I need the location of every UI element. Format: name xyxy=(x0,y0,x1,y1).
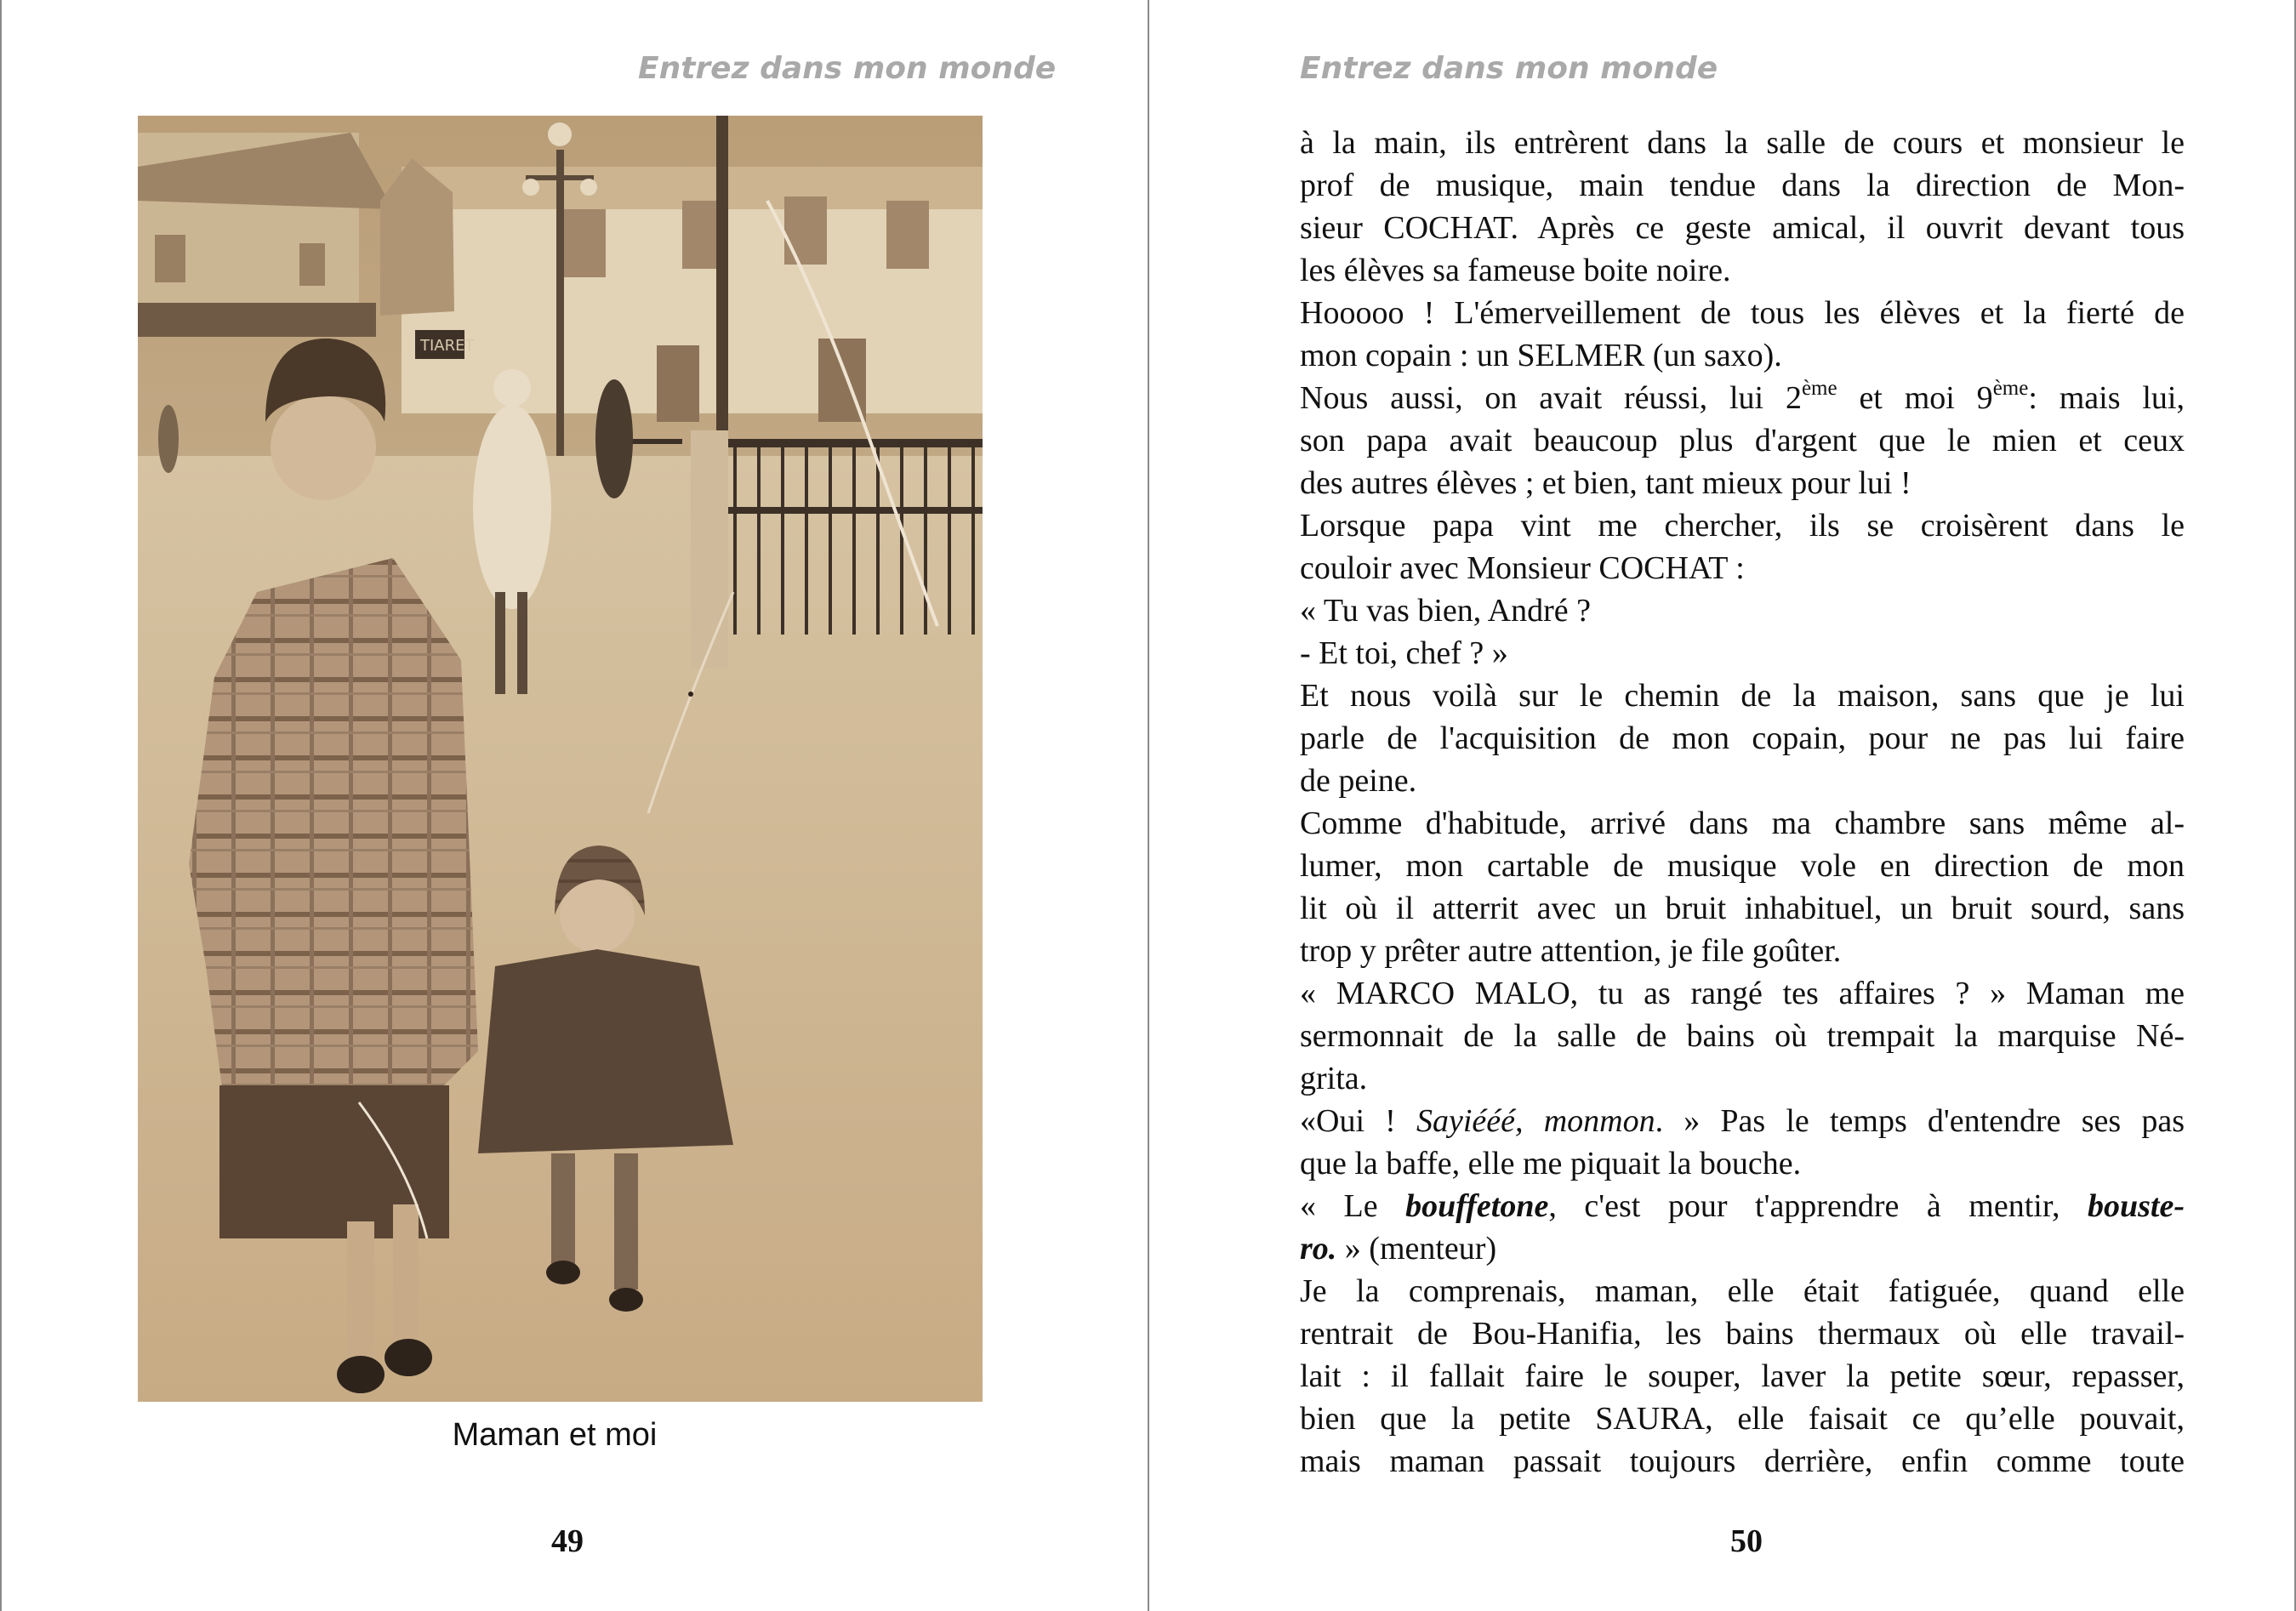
text-run: mon copain : un SELMER (un saxo). xyxy=(1300,338,1782,373)
page-number-right: 50 xyxy=(1730,1523,1763,1559)
text-line xyxy=(1300,1398,2185,1440)
body-text xyxy=(1300,122,2185,1483)
text-line xyxy=(1300,292,2185,334)
text-run: lit où il atterrit avec un bruit inhabituel, un bruit sourd, sans xyxy=(1300,891,2185,926)
text-run: et moi 9 xyxy=(1837,380,1993,416)
photo-caption: Maman et moi xyxy=(452,1417,658,1453)
text-run: rentrait de Bou-Hanifia, les bains thermaux où elle travail- xyxy=(1300,1316,2185,1352)
text-run: Comme d'habitude, arrivé dans ma chambre sans même al- xyxy=(1300,806,2185,841)
text-line xyxy=(1300,462,2185,504)
text-line xyxy=(1300,717,2185,760)
text-run: Nous aussi, on avait réussi, lui 2 xyxy=(1300,380,1802,416)
text-line xyxy=(1300,1312,2185,1355)
text-run: ème xyxy=(1992,377,2029,400)
text-run: sieur COCHAT. Après ce geste amical, il ouvrit devant tous xyxy=(1300,210,2185,246)
text-run: mais maman passait toujours derrière, enfin comme toute xyxy=(1300,1443,2185,1479)
text-line xyxy=(1300,675,2185,717)
text-line xyxy=(1300,419,2185,462)
text-run: de peine. xyxy=(1300,763,1417,799)
text-run: trop y prêter autre attention, je file goûter. xyxy=(1300,933,1842,969)
text-line xyxy=(1300,249,2185,292)
svg-text:TIARET: TIARET xyxy=(420,337,475,355)
text-line xyxy=(1300,1142,2185,1185)
text-run: les élèves sa fameuse boite noire. xyxy=(1300,253,1731,288)
text-run: lumer, mon cartable de musique vole en direction de mon xyxy=(1300,848,2185,884)
page-number-left: 49 xyxy=(551,1523,584,1559)
text-line xyxy=(1300,972,2185,1015)
text-run: ème xyxy=(1801,377,1837,400)
text-line xyxy=(1300,504,2185,547)
text-line xyxy=(1300,1015,2185,1057)
sepia-photograph xyxy=(138,116,983,1402)
text-line xyxy=(1300,1185,2185,1227)
text-run: « Tu vas bien, André ? xyxy=(1300,593,1591,629)
text-run: bouste- xyxy=(2088,1188,2185,1224)
text-run: sermonnait de la salle de bains où trempait la marquise Né- xyxy=(1300,1018,2185,1054)
text-line xyxy=(1300,377,2185,419)
text-line xyxy=(1300,930,2185,972)
text-run: bouffetone xyxy=(1405,1188,1549,1224)
text-run: que la baffe, elle me piquait la bouche. xyxy=(1300,1146,1802,1181)
text-line xyxy=(1300,122,2185,164)
text-line xyxy=(1300,164,2185,207)
text-line xyxy=(1300,802,2185,845)
text-run: «Oui ! xyxy=(1300,1103,1416,1139)
text-line xyxy=(1300,1057,2185,1100)
text-run: « MARCO MALO, tu as rangé tes affaires ? » Maman me xyxy=(1300,976,2185,1011)
text-line xyxy=(1300,1227,2185,1270)
text-line xyxy=(1300,760,2185,802)
text-run: Sayiééé, monmon xyxy=(1416,1103,1655,1139)
right-page xyxy=(1148,0,2296,1611)
text-run: ro. xyxy=(1300,1231,1337,1267)
text-line xyxy=(1300,589,2185,632)
text-run: parle de l'acquisition de mon copain, pour ne pas lui faire xyxy=(1300,720,2185,756)
text-line xyxy=(1300,207,2185,249)
text-run: » (menteur) xyxy=(1336,1231,1497,1267)
text-line xyxy=(1300,1270,2185,1312)
text-line xyxy=(1300,887,2185,930)
running-head-right: Entrez dans mon monde xyxy=(1300,51,1718,86)
text-run: Je la comprenais, maman, elle était fatiguée, quand elle xyxy=(1300,1273,2185,1309)
text-run: : mais lui, xyxy=(2028,380,2185,416)
text-run: « Le xyxy=(1300,1188,1406,1224)
text-run: , c'est pour t'apprendre à mentir, xyxy=(1548,1188,2088,1224)
text-line xyxy=(1300,845,2185,887)
text-run: grita. xyxy=(1300,1061,1368,1096)
text-run: des autres élèves ; et bien, tant mieux pour lui ! xyxy=(1300,465,1911,501)
text-run: Hooooo ! L'émerveillement de tous les élèves et la fierté de xyxy=(1300,295,2185,331)
text-run: lait : il fallait faire le souper, laver la petite sœur, repasser, xyxy=(1300,1358,2185,1394)
text-run: - Et toi, chef ? » xyxy=(1300,635,1508,671)
text-run: . » Pas le temps d'entendre ses pas xyxy=(1655,1103,2185,1139)
text-line xyxy=(1300,632,2185,675)
text-run: à la main, ils entrèrent dans la salle de cours et monsieur le xyxy=(1300,125,2185,161)
text-line xyxy=(1300,1440,2185,1483)
text-line xyxy=(1300,547,2185,589)
text-run: son papa avait beaucoup plus d'argent que le mien et ceux xyxy=(1300,423,2185,458)
text-run: Lorsque papa vint me chercher, ils se croisèrent dans le xyxy=(1300,508,2185,544)
running-head-left: Entrez dans mon monde xyxy=(638,51,1057,86)
text-line xyxy=(1300,1355,2185,1398)
text-run: Et nous voilà sur le chemin de la maison, sans que je lui xyxy=(1300,678,2185,714)
text-run: bien que la petite SAURA, elle faisait ce qu’elle pouvait, xyxy=(1300,1401,2185,1437)
text-line xyxy=(1300,334,2185,377)
text-run: prof de musique, main tendue dans la direction de Mon- xyxy=(1300,168,2185,203)
text-run: couloir avec Monsieur COCHAT : xyxy=(1300,550,1745,586)
text-line xyxy=(1300,1100,2185,1142)
